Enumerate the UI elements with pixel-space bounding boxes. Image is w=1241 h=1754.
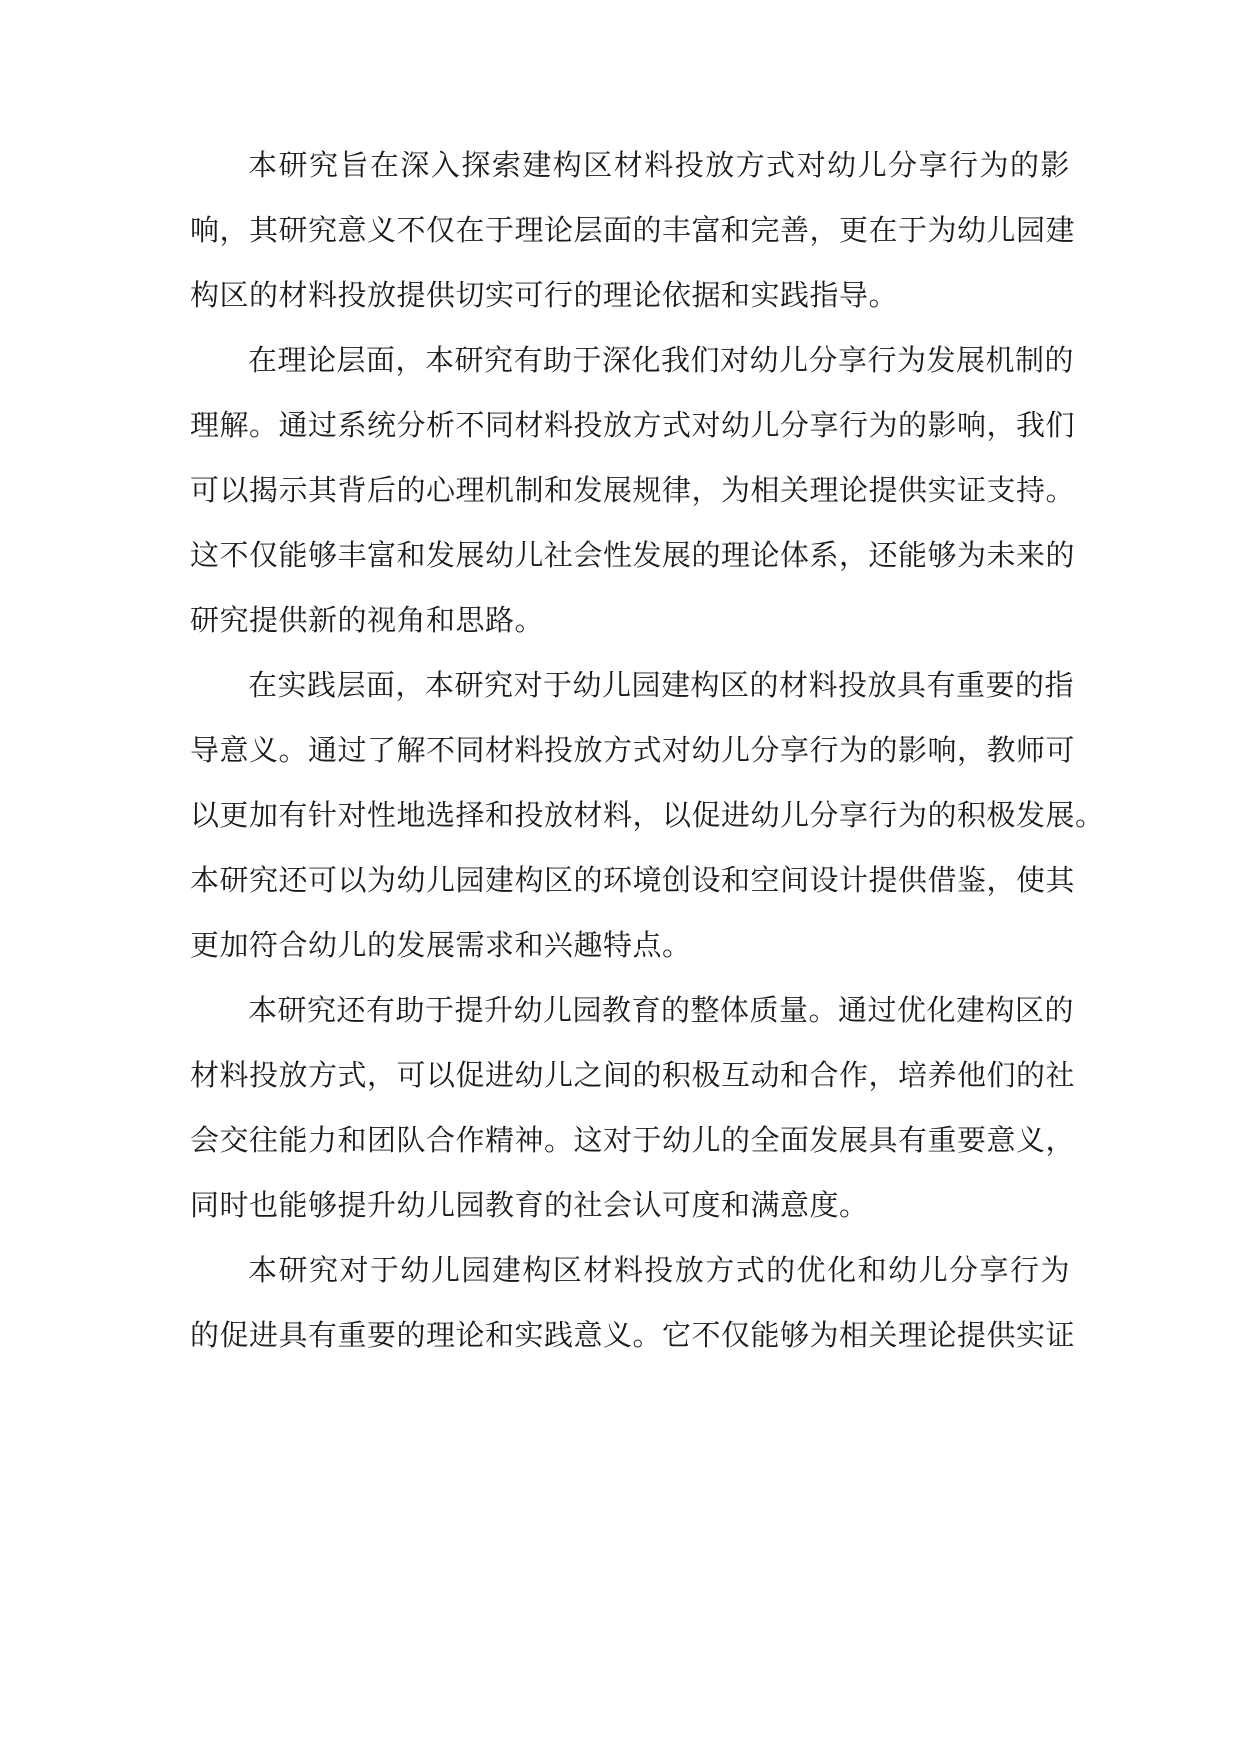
text-line: 本研究还可以为幼儿园建构区的环境创设和空间设计提供借鉴，使其 bbox=[190, 863, 1076, 897]
text-line: 的促进具有重要的理论和实践意义。它不仅能够为相关理论提供实证 bbox=[190, 1318, 1076, 1352]
text-line: 响，其研究意义不仅在于理论层面的丰富和完善，更在于为幼儿园建 bbox=[190, 213, 1076, 247]
text-line: 在理论层面，本研究有助于深化我们对幼儿分享行为发展机制的 bbox=[248, 343, 1075, 377]
text-line: 会交往能力和团队合作精神。这对于幼儿的全面发展具有重要意义， bbox=[190, 1123, 1076, 1157]
text-line: 这不仅能够丰富和发展幼儿社会性发展的理论体系，还能够为未来的 bbox=[190, 538, 1076, 572]
text-line: 导意义。通过了解不同材料投放方式对幼儿分享行为的影响，教师可 bbox=[190, 733, 1076, 767]
text-line: 研究提供新的视角和思路。 bbox=[190, 603, 545, 637]
text-line: 构区的材料投放提供切实可行的理论依据和实践指导。 bbox=[190, 278, 899, 312]
text-line: 本研究对于幼儿园建构区材料投放方式的优化和幼儿分享行为 bbox=[248, 1253, 1070, 1287]
text-line: 在实践层面，本研究对于幼儿园建构区的材料投放具有重要的指 bbox=[248, 668, 1075, 702]
text-line: 材料投放方式，可以促进幼儿之间的积极互动和合作，培养他们的社 bbox=[190, 1058, 1076, 1092]
text-line: 理解。通过系统分析不同材料投放方式对幼儿分享行为的影响，我们 bbox=[190, 408, 1076, 442]
text-line: 可以揭示其背后的心理机制和发展规律，为相关理论提供实证支持。 bbox=[190, 473, 1076, 507]
document-body bbox=[190, 148, 1105, 1383]
paragraph-theoretical-level bbox=[190, 343, 1076, 668]
paragraph-conclusion bbox=[190, 1253, 1076, 1383]
text-line: 更加符合幼儿的发展需求和兴趣特点。 bbox=[190, 928, 692, 962]
text-line: 以更加有针对性地选择和投放材料，以促进幼儿分享行为的积极发展。 bbox=[190, 798, 1105, 832]
text-line: 本研究旨在深入探索建构区材料投放方式对幼儿分享行为的影 bbox=[248, 148, 1070, 182]
text-line: 本研究还有助于提升幼儿园教育的整体质量。通过优化建构区的 bbox=[248, 993, 1075, 1027]
paragraph-practical-level bbox=[190, 668, 1105, 993]
text-line: 同时也能够提升幼儿园教育的社会认可度和满意度。 bbox=[190, 1188, 869, 1222]
paragraph-research-aim bbox=[190, 148, 1076, 343]
paragraph-education-quality bbox=[190, 993, 1076, 1253]
